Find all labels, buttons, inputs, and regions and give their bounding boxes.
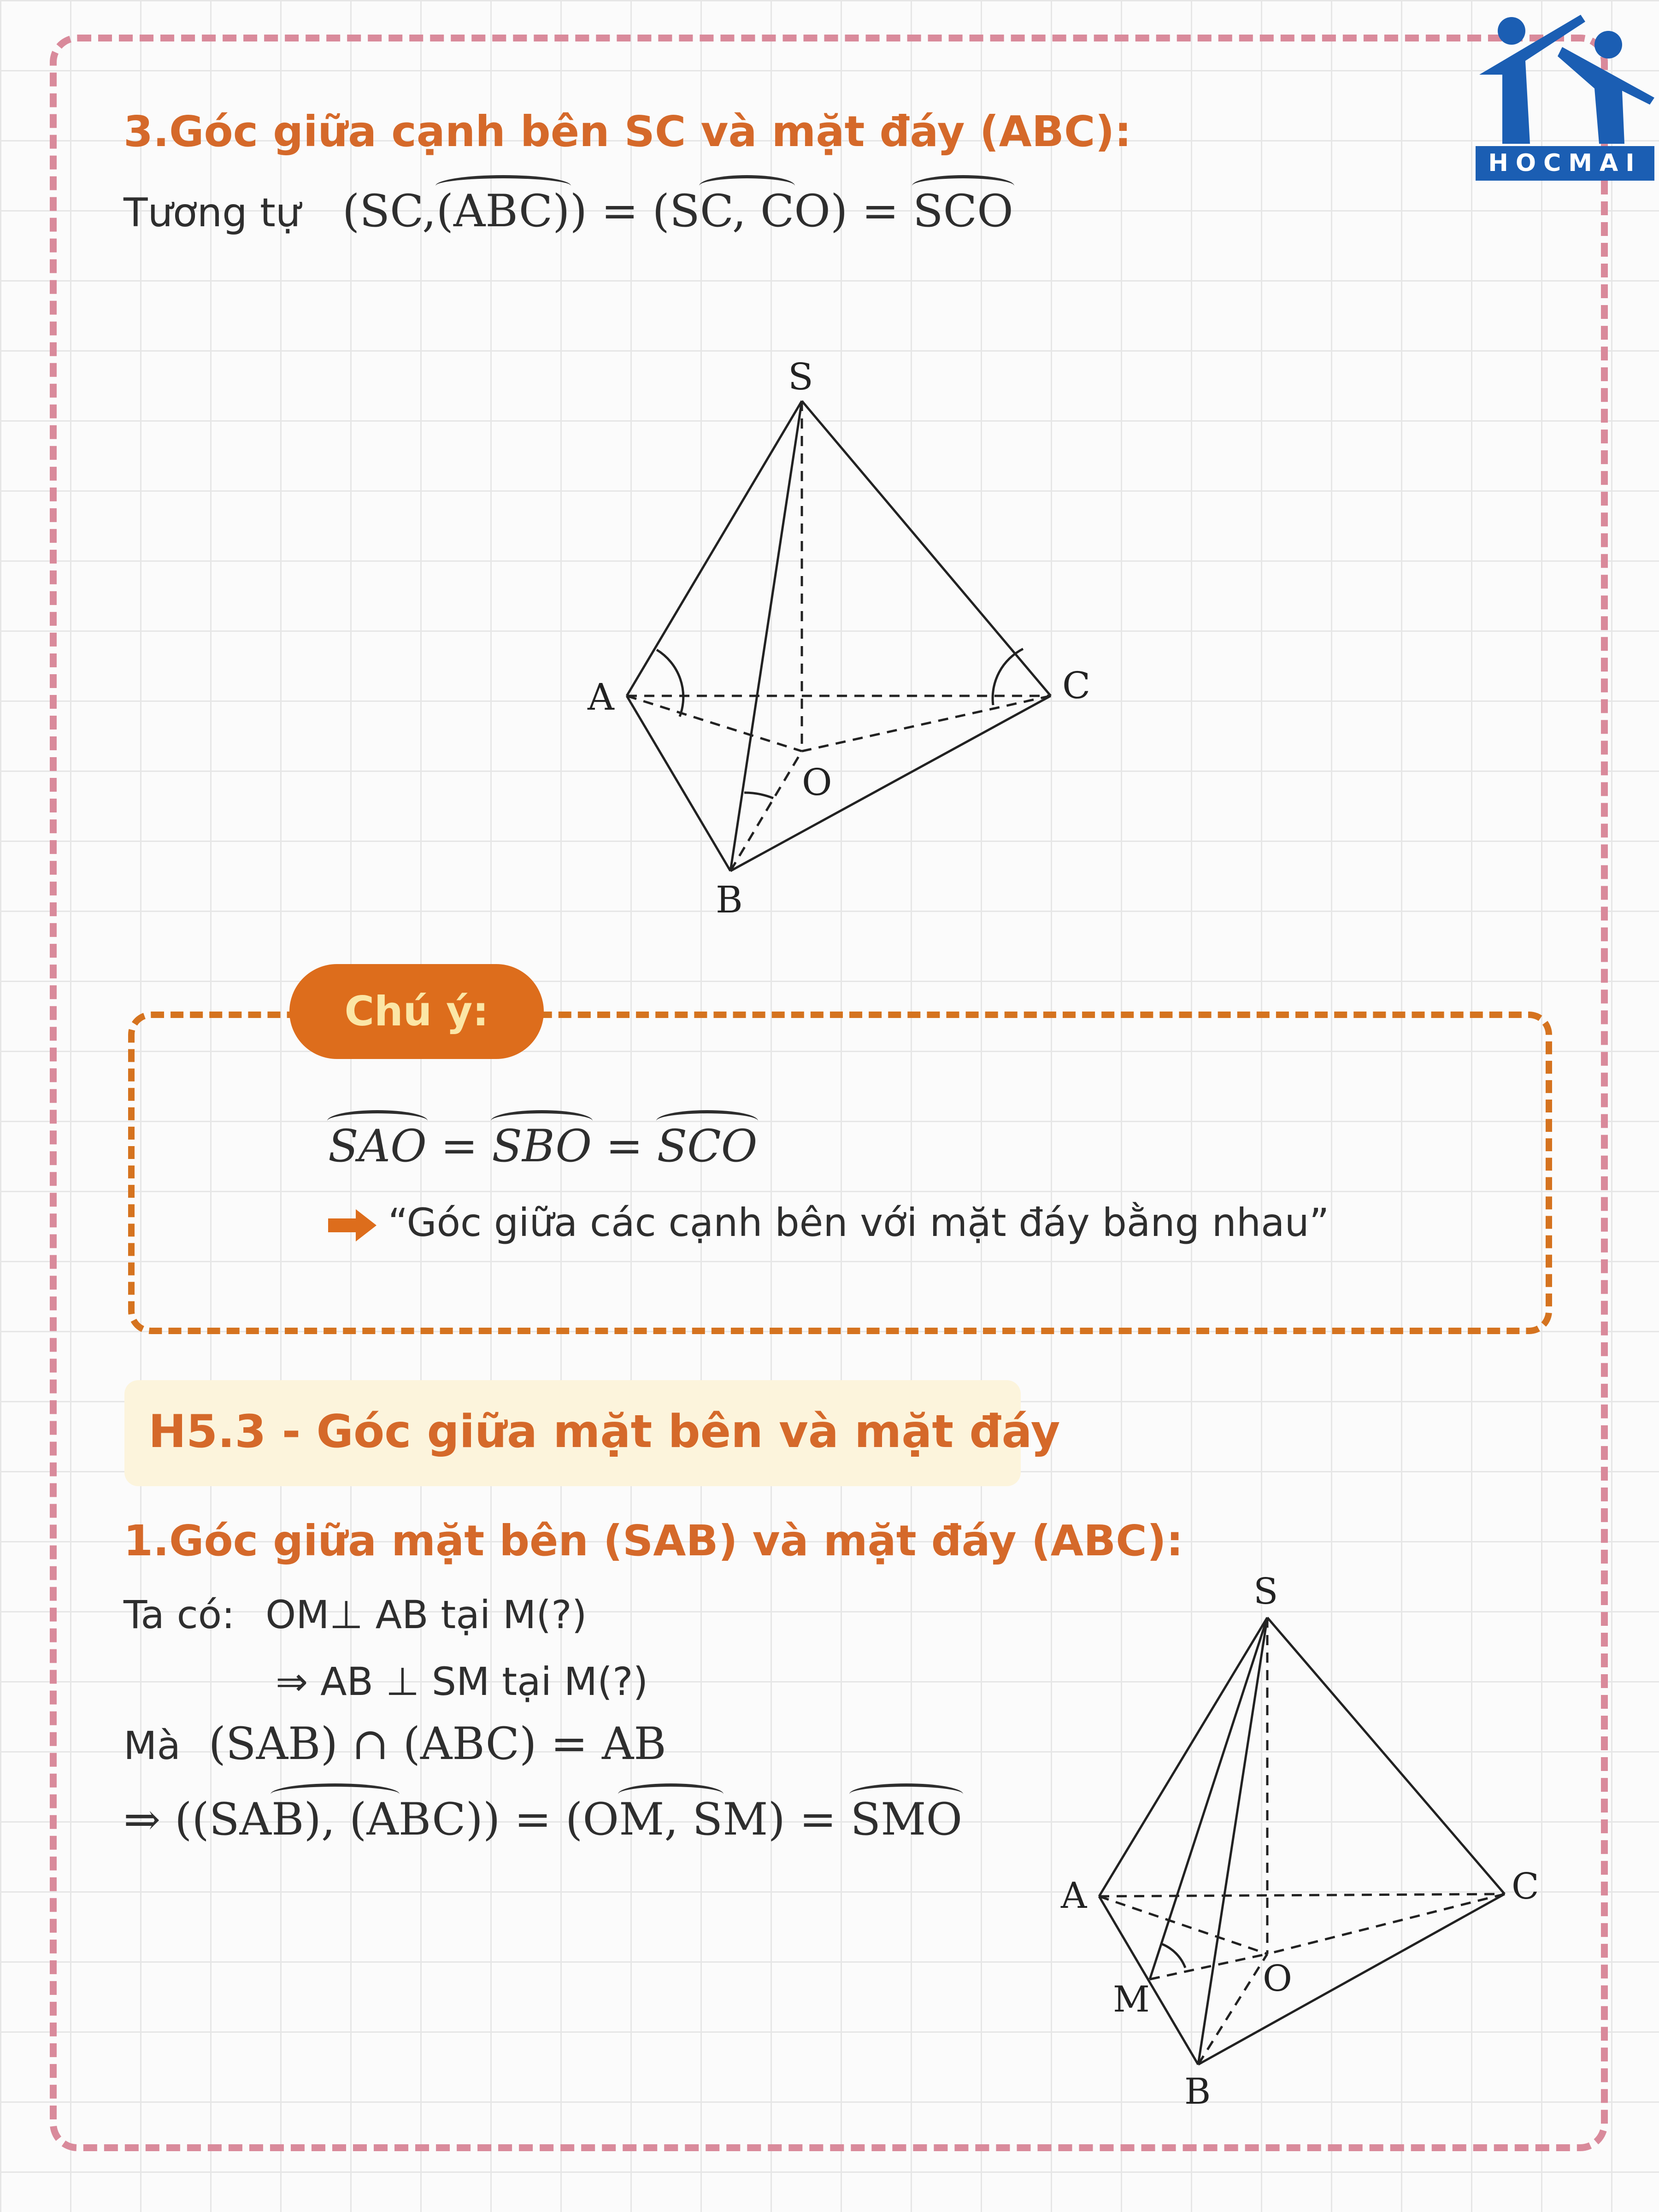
label-o: O — [802, 761, 832, 804]
hocmai-logo — [1470, 6, 1659, 181]
line3-text: (SAB) ∩ (ABC) = AB — [208, 1718, 666, 1770]
line3-prefix: Mà — [124, 1723, 181, 1768]
eq-sign: = — [592, 1120, 657, 1172]
section1-line3 — [124, 1718, 666, 1770]
note-arc-sbo: SBO — [492, 1110, 592, 1172]
label-b: B — [1184, 2071, 1211, 2112]
eq-part: BC)) = (O — [398, 1794, 619, 1845]
eq-part: ⇒ ((SA — [124, 1794, 271, 1845]
pyramid-figure-2 — [1051, 1567, 1571, 2120]
section3-prefix: Tương tự — [124, 190, 301, 236]
eq-arc-sco: SCO — [913, 175, 1013, 237]
note-conclusion — [328, 1200, 1329, 1245]
note-box — [128, 1012, 1552, 1334]
section1-line1 — [124, 1592, 587, 1637]
note-arc-sao: SAO — [328, 1110, 427, 1172]
eq-part: M) = — [723, 1794, 836, 1845]
line1-text: OM⊥ AB tại M(?) — [265, 1592, 587, 1637]
label-s: S — [1253, 1571, 1278, 1612]
eq-sign: = — [426, 1120, 492, 1172]
eq-arc-c-c: C, C — [700, 175, 794, 237]
eq-part: ) = (S — [570, 185, 700, 237]
arrow-right-icon — [328, 1207, 379, 1244]
label-s: S — [788, 355, 813, 398]
note-conclusion-text: “Góc giữa các cạnh bên với mặt đáy bằng nhau” — [388, 1200, 1330, 1245]
label-a: A — [588, 676, 614, 718]
section1-line2: ⇒ AB ⊥ SM tại M(?) — [276, 1659, 648, 1704]
label-c: C — [1512, 1866, 1539, 1907]
pyramid-figure-1 — [562, 341, 1138, 931]
eq-arc-abc: (ABC) — [436, 175, 570, 237]
line4-arc-smo: SMO — [850, 1783, 962, 1845]
eq-part: (SC, — [342, 185, 436, 237]
section1-line4 — [124, 1783, 962, 1845]
label-o: O — [1263, 1958, 1292, 2000]
label-b: B — [716, 878, 743, 921]
line4-arc-2: M, S — [619, 1783, 723, 1845]
section1-heading: 1.Góc giữa mặt bên (SAB) và mặt đáy (ABC): — [124, 1516, 1183, 1565]
label-c: C — [1062, 664, 1091, 707]
logo-figures-icon — [1470, 6, 1659, 148]
note-equation — [328, 1110, 757, 1172]
note-arc-sco: SCO — [657, 1110, 758, 1172]
logo-text: HOCMAI — [1476, 146, 1654, 181]
line4-arc-1: B), (A — [271, 1783, 399, 1845]
note-title: Chú ý: — [289, 964, 544, 1059]
h53-title: H5.3 - Góc giữa mặt bên và mặt đáy — [148, 1406, 1060, 1458]
eq-part: O) = — [794, 185, 899, 237]
section3-heading: 3.Góc giữa cạnh bên SC và mặt đáy (ABC): — [124, 107, 1132, 156]
section3-equation — [124, 175, 1013, 237]
line1-prefix: Ta có: — [124, 1592, 235, 1637]
label-m: M — [1113, 1979, 1150, 2020]
label-a: A — [1061, 1875, 1087, 1917]
